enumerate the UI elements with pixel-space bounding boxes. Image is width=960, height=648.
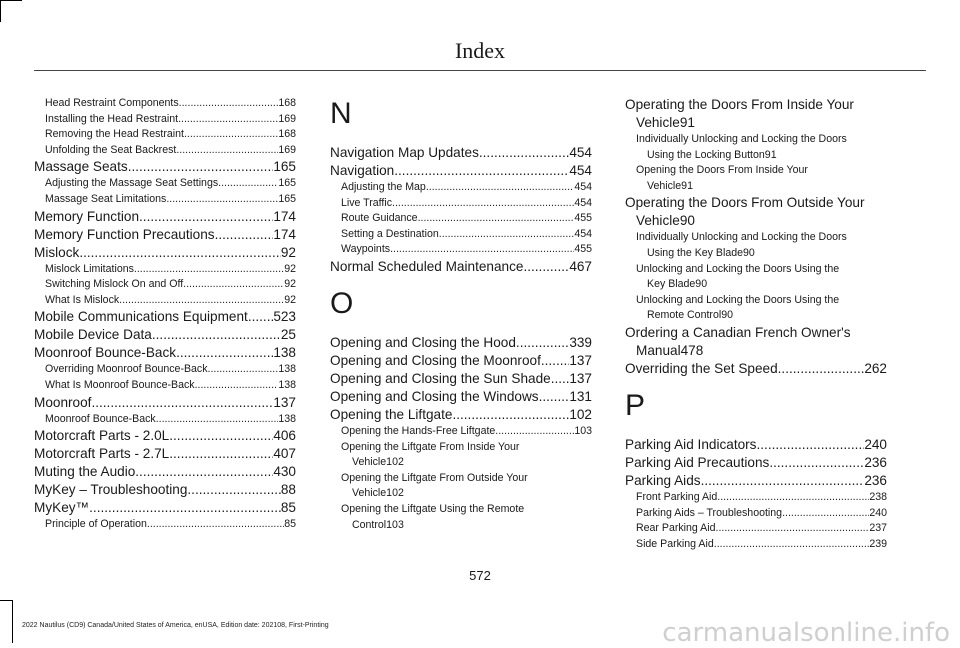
dot-leader [169,445,273,463]
dot-leader [539,388,570,406]
dot-leader [392,196,574,212]
dot-leader [184,127,278,143]
entry-title: Moonroof Bounce-Back [45,412,156,425]
index-entry [34,344,296,362]
entry-title: What Is Mislock [45,293,120,306]
entry-page-ref[interactable]: 236 [864,472,887,488]
index-entry [34,262,296,278]
entry-title: MyKey – Troubleshooting [34,482,188,498]
entry-page-ref[interactable]: 88 [280,482,296,498]
index-entry [625,454,887,472]
index-entry [625,506,887,522]
index-entry [330,180,592,196]
entry-page-ref[interactable]: 455 [574,243,592,256]
dot-leader [152,326,281,344]
index-entry [625,96,887,132]
entry-page-ref[interactable]: 90 [695,278,708,291]
crop-mark [0,600,13,601]
entry-page-ref[interactable]: 165 [273,159,296,175]
entry-page-ref[interactable]: 236 [864,454,887,470]
entry-page-ref[interactable]: 454 [574,196,592,209]
entry-title: Opening the Liftgate [330,406,453,422]
entry-page-ref[interactable]: 137 [273,394,296,410]
crop-mark [0,0,22,1]
watermark: carmanualsonline.info [662,618,950,648]
entry-page-ref[interactable]: 523 [273,309,296,325]
dot-leader [91,394,273,412]
entry-page-ref[interactable]: 455 [574,212,592,225]
index-entry [625,436,887,454]
index-entry [34,96,296,112]
index-entry [330,502,592,533]
dot-leader [179,96,279,112]
entry-page-ref[interactable]: 169 [278,112,296,125]
index-entry [34,463,296,481]
entry-page-ref[interactable]: 102 [386,456,404,469]
dot-leader [176,344,273,362]
entry-title-first-line: Operating the Doors From Inside Your [625,97,854,112]
dot-leader [523,258,569,276]
entry-page-ref[interactable]: 454 [569,163,592,178]
entry-title: Muting the Audio [34,464,136,480]
entry-title-first-line: Opening the Liftgate Using the Remote [341,502,525,515]
entry-page-ref[interactable]: 92 [280,244,296,260]
index-entry [330,227,592,243]
entry-title: Vehicle [352,487,387,500]
entry-title: Mislock Limitations [45,262,134,275]
index-entry [34,362,296,378]
entry-title-first-line: Opening the Liftgate From Inside Your [341,440,520,453]
index-entry [34,326,296,344]
dot-leader [394,162,569,180]
index-entry [625,360,887,378]
entry-title-first-line: Individually Unlocking and Locking the Doors [636,133,847,145]
entry-page-ref[interactable]: 339 [569,334,592,350]
index-entry [34,208,296,226]
section-letter-p: P [625,388,646,422]
index-entry [330,388,592,406]
entry-title: Vehicle [352,456,387,469]
dot-leader [716,521,870,537]
index-entry [34,378,296,394]
index-entry [625,293,887,324]
dot-leader [541,352,569,370]
entry-page-ref[interactable]: 454 [574,227,592,240]
entry-title: Opening and Closing the Moonroof [330,352,541,368]
dot-leader [169,427,273,445]
entry-title: Mobile Communications Equipment [34,309,248,325]
entry-title: Using the Locking Button [647,148,765,161]
entry-title: Moonroof [34,394,92,410]
entry-page-ref[interactable]: 138 [273,345,296,361]
entry-page-ref[interactable]: 262 [864,360,887,376]
index-entry [330,440,592,471]
section-o-entries [330,334,592,533]
entry-page-ref[interactable]: 168 [278,128,296,141]
entry-title: Opening and Closing the Sun Shade [330,370,551,386]
entry-title: Rear Parking Aid [636,522,716,535]
page-number: 572 [469,568,491,583]
entry-page-ref[interactable]: 467 [569,258,592,274]
entry-page-ref[interactable]: 454 [574,181,592,193]
page-title: Index [454,38,506,63]
index-entry [625,537,887,553]
entry-page-ref[interactable]: 85 [280,500,296,516]
dot-leader [248,308,273,326]
dot-leader [195,378,279,394]
dot-leader [166,192,278,208]
entry-page-ref[interactable]: 90 [743,246,755,259]
entry-page-ref[interactable]: 240 [864,436,887,452]
dot-leader [176,143,278,159]
index-entry [625,230,887,261]
dot-leader [147,517,284,533]
dot-leader [714,537,870,553]
entry-title: Vehicle [647,179,682,192]
entry-title: Side Parking Aid [636,537,714,550]
entry-page-ref[interactable]: 406 [273,428,296,444]
entry-title: Memory Function [34,208,140,224]
dot-leader [208,362,279,378]
entry-page-ref[interactable]: 91 [764,148,777,161]
entry-page-ref[interactable]: 240 [869,506,887,519]
entry-page-ref[interactable]: 138 [278,378,296,391]
entry-title: Moonroof Bounce-Back [34,345,177,361]
index-entry [625,472,887,490]
entry-title: Remote Control [647,309,722,322]
entry-title: Route Guidance [341,212,418,225]
entry-page-ref[interactable]: 131 [569,388,592,404]
entry-title: Installing the Head Restraint [45,112,179,125]
entry-title: Overriding the Set Speed [625,360,778,376]
entry-page-ref[interactable]: 137 [569,352,592,368]
entry-title-first-line: Opening the Liftgate From Outside Your [341,471,528,484]
entry-title: Key Blade [647,278,696,291]
entry-title-first-line: Individually Unlocking and Locking the Doors [636,231,847,244]
entry-title: Control [352,518,387,531]
entry-title: Massage Seats [34,159,128,175]
dot-leader [215,226,274,244]
entry-title: Motorcraft Parts - 2.7L [34,446,170,462]
entry-title: Live Traffic [341,196,393,209]
index-entry [625,521,887,537]
index-entry [330,370,592,388]
index-entry [625,163,887,194]
entry-title: Parking Aid Indicators [625,436,757,452]
entry-title: Removing the Head Restraint [45,128,184,141]
entry-page-ref[interactable]: 237 [869,522,887,535]
dot-leader [452,406,569,424]
index-entry [34,226,296,244]
entry-title: Opening the Hands-Free Liftgate [341,424,496,437]
entry-title-first-line: Ordering a Canadian French Owner's [625,324,851,340]
index-entry [34,412,296,428]
index-entry [34,192,296,208]
dot-leader [782,506,869,522]
dot-leader [756,436,864,454]
entry-title: Memory Function Precautions [34,226,215,242]
entry-title: MyKey™ [34,500,90,516]
index-entry [34,394,296,412]
entry-page-ref[interactable]: 90 [679,213,695,229]
section-o-continued-entries [625,96,887,378]
entry-page-ref[interactable]: 91 [679,115,695,130]
entry-title: Normal Scheduled Maintenance [330,258,524,274]
dot-leader [119,293,284,309]
dot-leader [479,144,569,162]
entry-title: Principle of Operation [45,518,147,531]
section-n-entries [330,144,592,276]
dot-leader [426,180,575,196]
entry-title: Parking Aids – Troubleshooting [636,506,783,519]
index-entry [625,490,887,506]
entry-title: Adjusting the Map [341,181,426,193]
index-entry [330,258,592,276]
dot-leader [551,370,570,388]
index-entry [34,277,296,293]
entry-page-ref[interactable]: 165 [278,192,296,205]
entry-page-ref[interactable]: 454 [569,145,592,160]
entry-page-ref[interactable]: 174 [273,226,296,242]
dot-leader [418,211,575,227]
index-entry [330,334,592,352]
entry-title: Vehicle [636,115,680,130]
entry-title-first-line: Unlocking and Locking the Doors Using the [636,293,840,306]
dot-leader [769,454,864,472]
entry-title: Opening and Closing the Windows [330,388,539,404]
entry-title: Navigation [330,163,395,178]
index-entry [625,132,887,163]
index-entry [330,162,592,180]
entry-page-ref[interactable]: 238 [869,490,887,503]
entry-title: Vehicle [636,213,680,229]
index-entry [625,324,887,360]
entry-page-ref[interactable]: 103 [386,518,404,531]
entry-title: Manual [636,342,681,358]
entry-page-ref[interactable]: 102 [569,406,592,422]
entry-page-ref[interactable]: 138 [278,412,296,425]
dot-leader [218,176,278,192]
index-entry [34,481,296,499]
entry-page-ref[interactable]: 169 [278,143,296,156]
index-entry [330,352,592,370]
entry-title: Mislock [34,244,80,260]
dot-leader [187,481,280,499]
entry-page-ref[interactable]: 91 [681,179,693,192]
entry-page-ref[interactable]: 239 [869,537,887,550]
entry-page-ref[interactable]: 137 [569,370,592,386]
entry-title: Front Parking Aid [636,490,718,503]
dot-leader [156,412,279,428]
dot-leader [135,463,273,481]
entry-page-ref[interactable]: 138 [278,363,296,376]
entry-title-first-line: Opening the Doors From Inside Your [636,164,808,177]
dot-leader [390,242,574,258]
entry-title: Parking Aids [625,472,701,488]
entry-title: Using the Key Blade [647,246,743,259]
entry-page-ref[interactable]: 407 [273,446,296,462]
dot-leader [178,112,278,128]
index-column-1 [34,96,296,533]
entry-title: Massage Seat Limitations [45,192,167,205]
entry-page-ref[interactable]: 92 [284,278,296,291]
entry-title: Parking Aid Precautions [625,454,770,470]
entry-page-ref[interactable]: 168 [278,97,296,109]
entry-page-ref[interactable]: 92 [284,293,296,306]
index-entry [330,471,592,502]
entry-title: Opening and Closing the Hood [330,334,516,350]
entry-title: Navigation Map Updates [330,145,479,160]
entry-title: Motorcraft Parts - 2.0L [34,428,170,444]
index-entry [34,499,296,517]
dot-leader [701,472,865,490]
entry-page-ref[interactable]: 92 [284,262,296,275]
dot-leader [495,424,574,440]
index-column-3 [625,96,887,552]
dot-leader [516,334,569,352]
dot-leader [183,277,284,293]
index-entry [330,196,592,212]
section-p-entries [625,436,887,552]
index-entry [330,406,592,424]
entry-title: Setting a Destination [341,227,439,240]
entry-title-first-line: Operating the Doors From Outside Your [625,195,865,211]
entry-page-ref[interactable]: 102 [386,487,404,500]
dot-leader [89,499,281,517]
header-rule [34,70,926,71]
dot-leader [717,490,869,506]
crop-mark [0,0,1,22]
crop-mark [12,600,13,643]
entry-title: Head Restraint Components [45,97,179,109]
index-entry [34,112,296,128]
section-letter-n: N [330,97,352,130]
dot-leader [139,208,273,226]
index-entry [330,211,592,227]
dot-leader [79,244,281,262]
dot-leader [778,360,865,378]
index-entry [330,144,592,162]
index-entry [34,158,296,176]
entry-page-ref[interactable]: 165 [278,177,296,190]
entry-title-first-line: Unlocking and Locking the Doors Using the [636,262,840,275]
entry-page-ref[interactable]: 25 [280,327,296,343]
dot-leader [439,227,575,243]
index-entry [34,427,296,445]
dot-leader [128,158,274,176]
edition-footer: 2022 Nautilus (CD9) Canada/United States of America, enUSA, Edition date: 202108, First-Printing [22,622,329,629]
index-entry [34,293,296,309]
index-entry [34,244,296,262]
index-entry [330,424,592,440]
index-entry [34,445,296,463]
dot-leader [134,262,284,278]
entry-title: Unfolding the Seat Backrest [45,143,177,156]
entry-title: Switching Mislock On and Off [45,278,184,291]
index-entry [34,143,296,159]
entry-title: Waypoints [341,243,391,256]
entry-page-ref[interactable]: 430 [273,464,296,480]
section-letter-o: O [330,286,354,320]
entry-title: Mobile Device Data [34,327,152,343]
entry-title: Overriding Moonroof Bounce-Back [45,363,208,376]
index-entry [330,242,592,258]
index-entry [34,127,296,143]
index-entry [34,308,296,326]
entry-page-ref[interactable]: 90 [721,309,733,322]
entry-page-ref[interactable]: 103 [574,424,592,437]
entry-page-ref[interactable]: 174 [273,208,296,224]
entry-title: Adjusting the Massage Seat Settings [45,177,219,190]
entry-page-ref[interactable]: 478 [680,342,704,358]
entry-page-ref[interactable]: 85 [284,518,296,531]
index-entry [625,194,887,230]
index-entry [34,176,296,192]
entry-title: What Is Moonroof Bounce-Back [45,378,195,391]
index-column-2 [330,96,592,533]
index-entry [625,262,887,293]
index-entry [34,517,296,533]
